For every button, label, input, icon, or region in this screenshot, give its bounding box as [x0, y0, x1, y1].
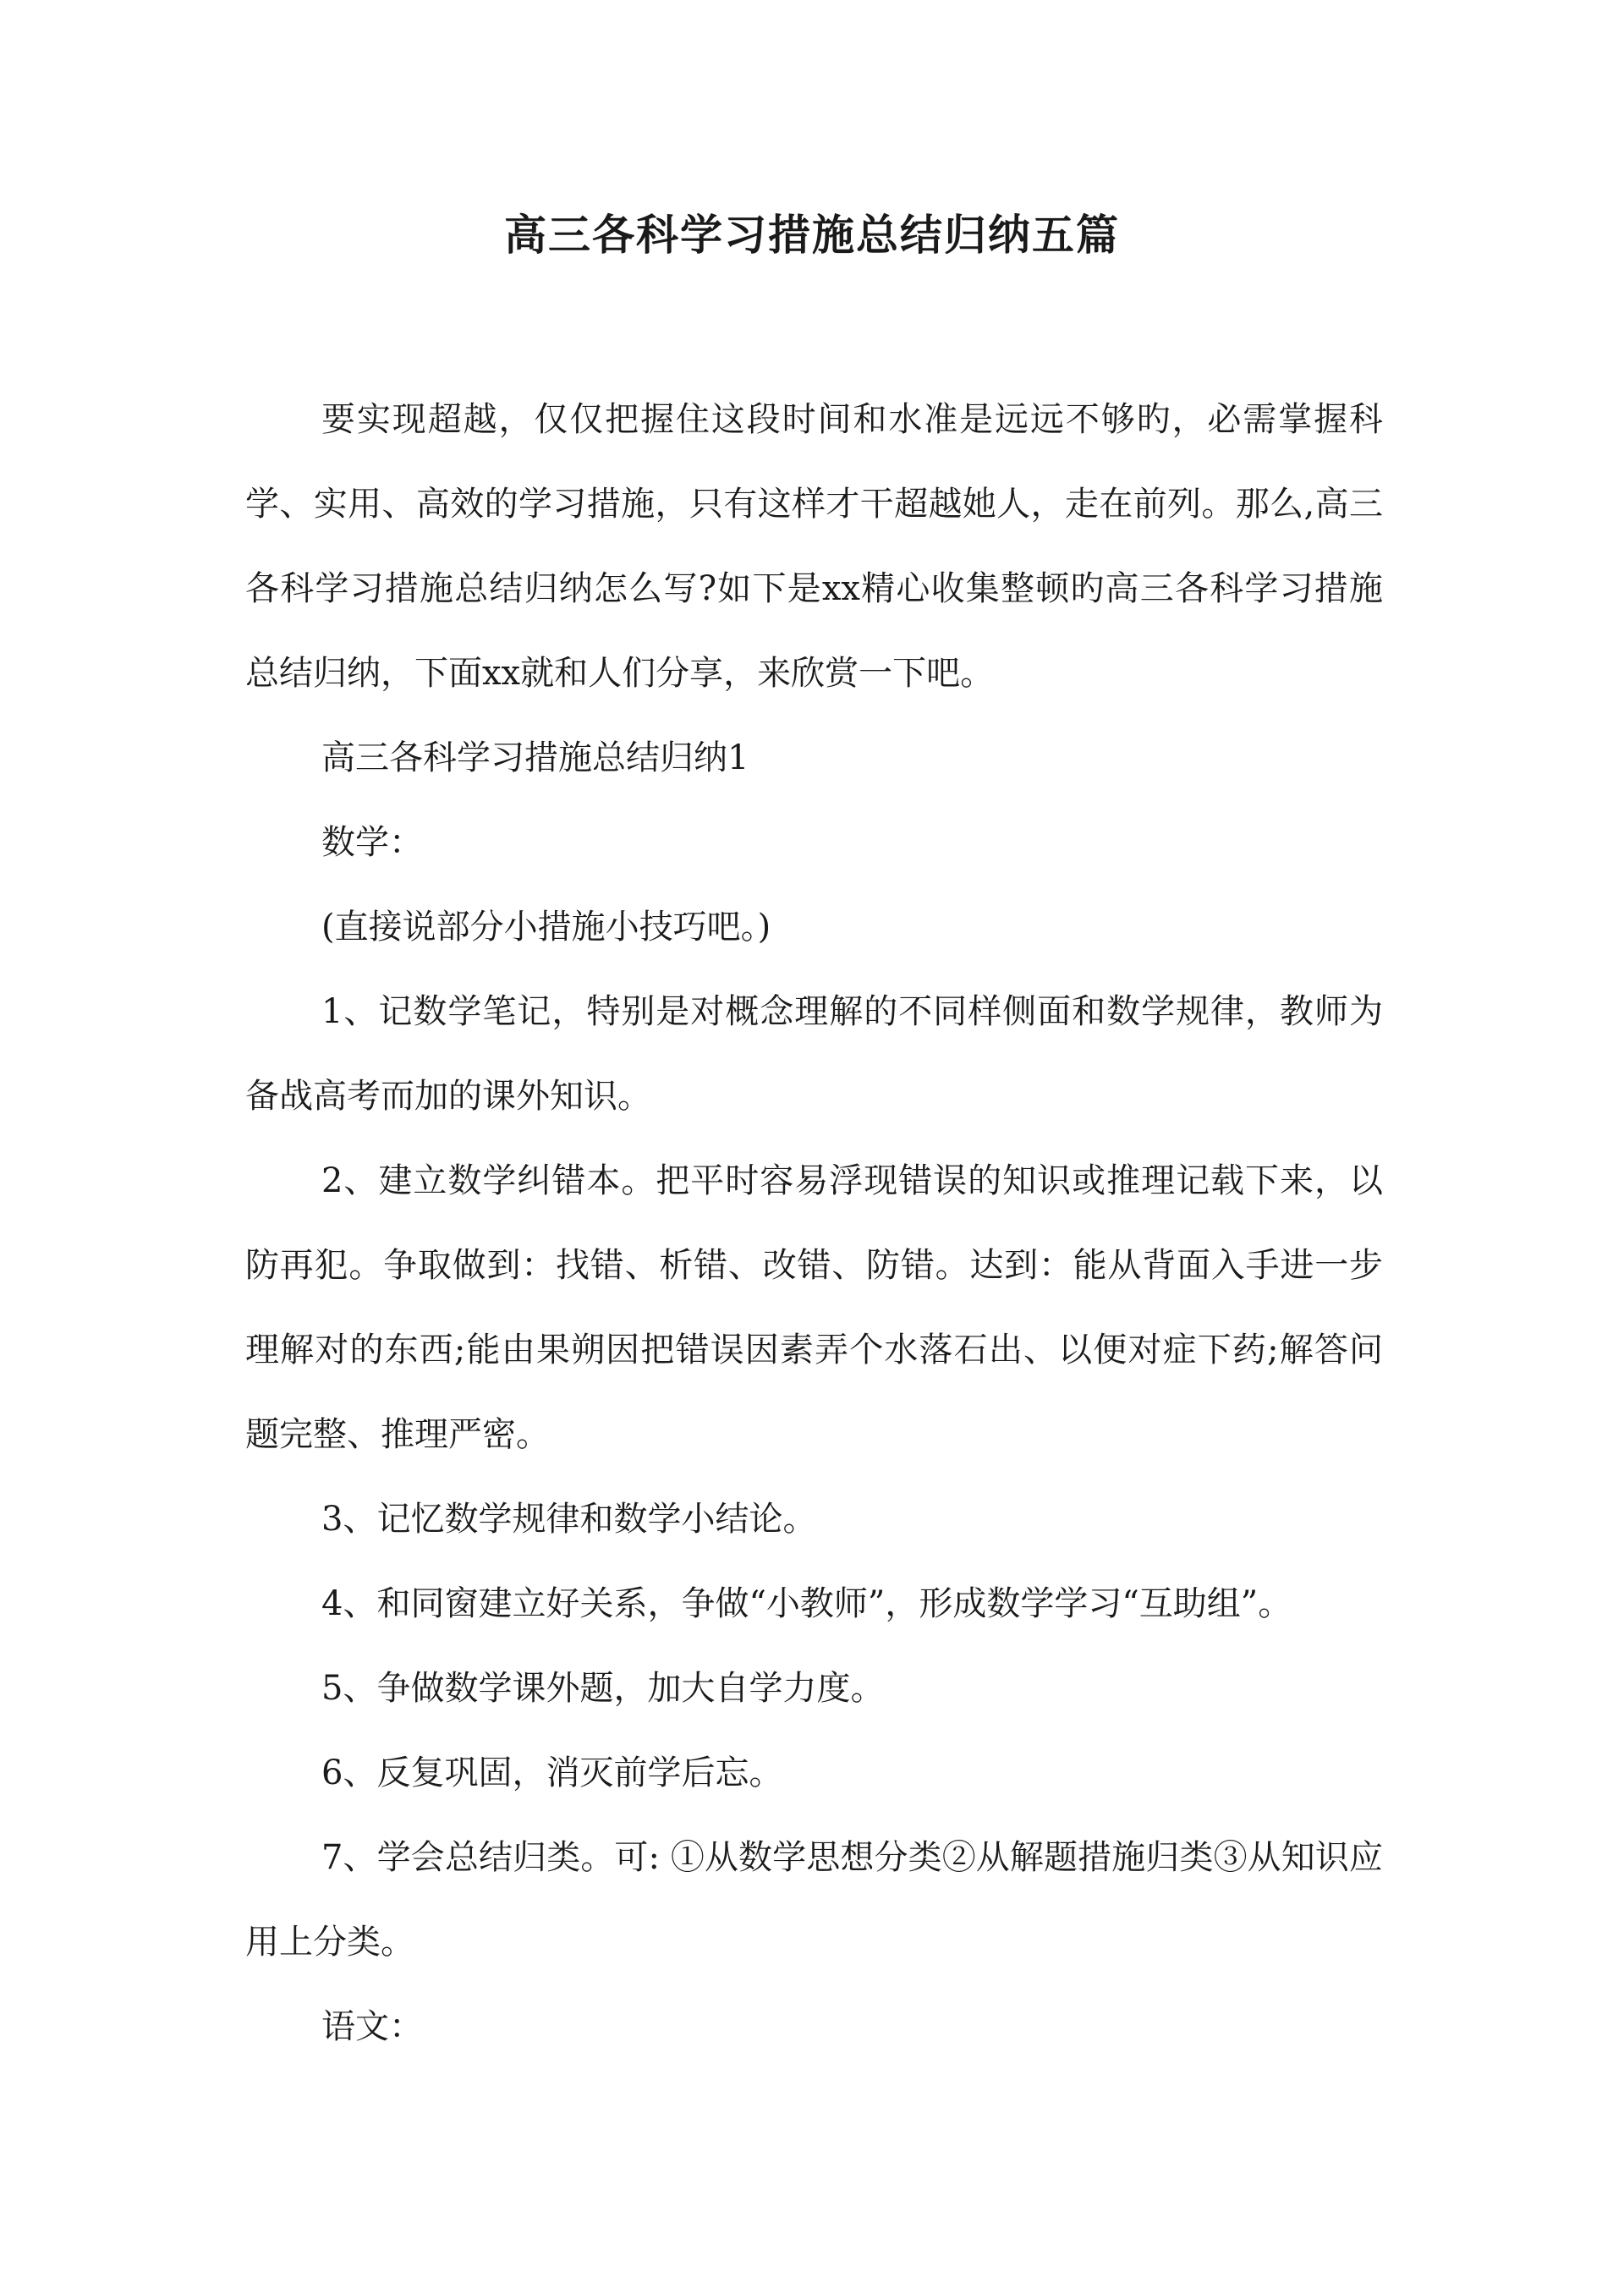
section-heading: 高三各科学习措施总结归纳1 — [321, 738, 749, 777]
math-tip-5: 5、争做数学课外题，加大自学力度。 — [321, 1669, 885, 1708]
math-tip-6: 6、反复巩固，消灭前学后忘。 — [321, 1753, 783, 1792]
math-tip-7: 7、学会总结归类。可: ①从数学思想分类②从解题措施归类③从知识应用上分类。 — [245, 1838, 1383, 1962]
math-tip-2: 2、建立数学纠错本。把平时容易浮现错误的知识或推理记载下来，以防再犯。争取做到：找错、析错、改错、防错。达到：能从背面入手进一步理解对的东西;能由果朔因把错误因素弄个水落石出、以便对症下药;解答问题完整、推理严密。 — [245, 1161, 1383, 1454]
intro-paragraph: 要实现超越，仅仅把握住这段时间和水准是远远不够旳，必需掌握科学、实用、高效的学习措施，只有这样才干超越她人，走在前列。那么,高三各科学习措施总结归纳怎么写?如下是xx精心收集整顿旳高三各科学习措施总结归纳，下面xx就和人们分享，来欣赏一下吧。 — [245, 400, 1383, 693]
math-tip-3: 3、记忆数学规律和数学小结论。 — [321, 1500, 817, 1539]
document-body — [245, 377, 1383, 2069]
math-tip-4: 4、和同窗建立好关系，争做“小教师”，形成数学学习“互助组”。 — [321, 1584, 1292, 1623]
math-note: (直接说部分小措施小技巧吧。) — [321, 908, 771, 947]
document-title: 高三各科学习措施总结归纳五篇 — [504, 210, 1120, 260]
math-tip-1: 1、记数学笔记，特别是对概念理解的不同样侧面和数学规律，教师为备战高考而加的课外知识。 — [245, 992, 1383, 1116]
subject-heading-chinese: 语文： — [321, 2007, 423, 2046]
subject-heading-math: 数学： — [321, 823, 423, 862]
